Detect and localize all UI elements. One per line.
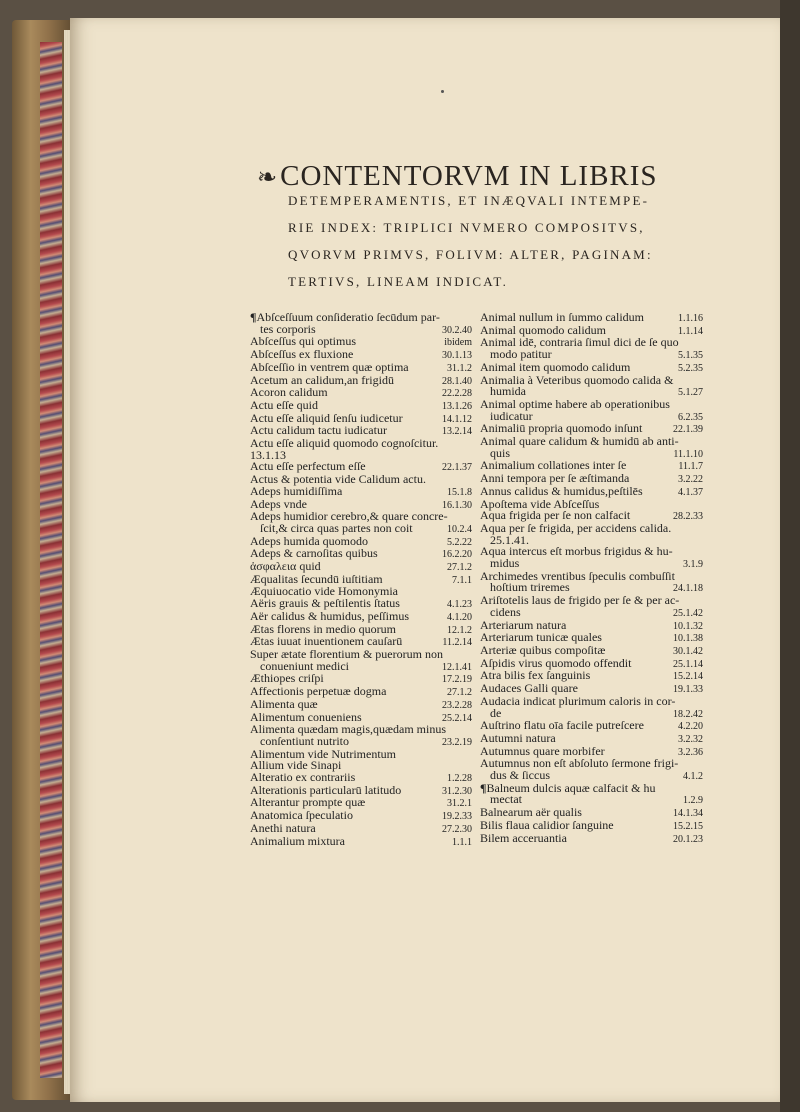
index-entry (480, 693, 703, 708)
index-entry-text: Balnearum aër qualis (480, 805, 582, 820)
index-entry-reference: 25.1.14 (673, 658, 703, 670)
index-subtitle-line-2: DETEMPERAMENTIS, ET INÆQVALI INTEMPE- (288, 193, 650, 208)
index-entry-text: de (490, 705, 502, 720)
index-entry-reference: 22.1.39 (673, 424, 703, 436)
index-entry-reference: 4.1.37 (678, 486, 703, 498)
index-entry-text: Audacia indicat plurimum caloris in cor- (480, 693, 676, 708)
index-entry-text: Animal quare calidum & humidū ab anti- (480, 434, 679, 449)
index-entry-text: 25.1.41. (490, 532, 529, 547)
index-entry-text: Audaces Galli quare (480, 681, 578, 696)
book-cover-edge (780, 0, 800, 1112)
index-entry (480, 830, 703, 846)
index-entry-text: Bilem acceruantia (480, 830, 567, 845)
index-entry-text: Alterantur prompte quæ (250, 795, 366, 810)
index-entry-reference: 16.2.20 (442, 549, 472, 561)
index-entry-text: Aëris grauis & peſtilentis ſtatus (250, 596, 400, 611)
index-entry-reference: 5.1.27 (678, 387, 703, 399)
index-entry-text: Ariſtotelis laus de frigido per ſe & per ac- (480, 593, 680, 608)
index-entry-reference: 10.2.4 (447, 523, 472, 535)
index-entry-text: Alterationis particularū latitudo (250, 782, 402, 797)
index-entry-text: Allium vide Sinapi (250, 758, 342, 773)
index-entry-text: Actu eſſe aliquid ſenſu iudicetur (250, 410, 403, 425)
index-entry-reference: 12.1.41 (442, 661, 472, 673)
index-entry-text: Acetum an calidum,an frigidū (250, 372, 394, 387)
index-entry-reference: 23.2.28 (442, 699, 472, 711)
index-entry-reference: 20.1.23 (673, 833, 703, 845)
index-entry-text: humida (490, 384, 526, 399)
index-entry-text: ἀσφαλεια quid (250, 559, 321, 574)
page-mark (441, 90, 444, 93)
index-entry-reference: 30.1.42 (673, 645, 703, 657)
index-entry-reference: 30.1.13 (442, 350, 472, 362)
index-entry (480, 436, 703, 448)
index-entry-text: Alimentum vide Nutrimentum (250, 746, 396, 761)
index-entry-text: Adeps humidior cerebro,& quare concre- (250, 509, 448, 524)
index-entry-text: mectat (490, 792, 522, 807)
index-entry-text: modo patitur (490, 347, 552, 362)
index-entry-text: Balneum dulcis aquæ calfacit & hu (486, 780, 656, 795)
index-column-right (480, 312, 703, 845)
index-entry-text: Aër calidus & humidus, peſſimus (250, 608, 409, 623)
index-entry-reference: 5.1.35 (678, 350, 703, 362)
index-entry-text: Adeps & carnoſitas quibus (250, 546, 378, 561)
index-entry-text: Apoſtema vide Abſceſſus (480, 496, 600, 511)
index-entry-text: Animal optime habere ab operationibus (480, 396, 670, 411)
index-entry-text: Animal idē, contraria ſimul dici de ſe quo (480, 335, 679, 350)
index-entry-text: Alimentum conueniens (250, 709, 362, 724)
index-title (257, 160, 707, 193)
index-entry-text: dus & ſiccus (490, 768, 550, 783)
index-entry-reference: 11.2.14 (442, 637, 472, 649)
index-entry-reference: 31.2.30 (442, 785, 472, 797)
index-entry-text: Adeps vnde (250, 496, 307, 511)
index-entry-text: Aſpidis virus quomodo offendit (480, 655, 632, 670)
index-entry-reference: 15.1.8 (447, 486, 472, 498)
index-entry-text: Annus calidus & humidus,peſtilēs (480, 483, 643, 498)
index-entry-text: Anatomica ſpeculatio (250, 808, 353, 823)
index-entry-reference: 24.1.18 (673, 583, 703, 595)
index-entry-reference: 13.2.14 (442, 426, 472, 438)
index-entry-reference: 28.1.40 (442, 375, 472, 387)
index-entry-reference: 3.2.22 (678, 474, 703, 486)
index-entry-reference: 1.1.14 (678, 325, 703, 337)
index-entry-text: Anethi natura (250, 820, 316, 835)
index-entry-text: Aqua intercus eſt morbus frigidus & hu- (480, 544, 673, 559)
index-entry-reference: 3.1.9 (683, 559, 703, 571)
index-entry-reference: 14.1.34 (673, 808, 703, 820)
index-entry-text: Arteriarum tunicæ quales (480, 630, 602, 645)
index-entry-text: Autumnus non eſt abſoluto ſermone frigi- (480, 756, 679, 771)
index-entry-reference: 27.2.30 (442, 823, 472, 835)
index-entry-text: Animalia à Veteribus quomodo calida & (480, 372, 674, 387)
index-entry-reference: 11.1.10 (673, 448, 703, 460)
index-entry-text: Animaliū propria quomodo inſunt (480, 421, 643, 436)
index-entry-text: Arteriæ quibus compoſitæ (480, 642, 606, 657)
index-entry-text: Atra bilis fex ſanguinis (480, 668, 591, 683)
index-entry-reference: 27.1.2 (447, 687, 472, 699)
index-entry-reference: 27.1.2 (447, 562, 472, 574)
index-entry-text: Archimedes vrentibus ſpeculis combuſſit (480, 568, 675, 583)
index-entry-text: Auſtrino flatu oīa facile putreſcere (480, 718, 644, 733)
index-entry-reference: 3.2.36 (678, 746, 703, 758)
index-entry-text: Æqualitas ſecundū iuſtitiam (250, 571, 383, 586)
index-entry-text: Abſceſſio in ventrem quæ optima (250, 359, 409, 374)
index-entry-reference: 15.2.14 (673, 671, 703, 683)
index-entry-reference: 4.1.2 (683, 771, 703, 783)
index-entry-reference: 5.2.35 (678, 362, 703, 374)
index-entry-reference: 22.1.37 (442, 462, 472, 474)
index-entry-text: iudicatur (490, 408, 533, 423)
index-entry-text: Abſceſſuum conſideratio ſecūdum par- (256, 310, 440, 324)
index-entry-text: Affectionis perpetuæ dogma (250, 684, 387, 699)
index-entry-text: Abſceſſus qui optimus (250, 334, 356, 349)
index-entry-text: Æquiuocatio vide Homonymia (250, 584, 398, 599)
index-entry-reference: 30.2.40 (442, 324, 472, 336)
index-entry-reference: 15.2.15 (673, 820, 703, 832)
index-entry-text: Actu eſſe perfectum eſſe (250, 459, 366, 474)
index-entry-text: Alimenta quæ (250, 696, 318, 711)
index-entry-text: Æthiopes criſpi (250, 671, 324, 686)
index-entry-text: Actu calidum tactu iudicatur (250, 423, 387, 438)
index-entry-text: ſcit,& circa quas partes non coit (260, 520, 413, 535)
index-entry-reference: 6.2.35 (678, 411, 703, 423)
index-entry-text: Autumni natura (480, 730, 556, 745)
index-subtitle-line-5: TERTIVS, LINEAM INDICAT. (288, 274, 509, 289)
index-entry-reference: 11.1.7 (678, 461, 703, 473)
index-entry-reference: 13.1.26 (442, 400, 472, 412)
marbled-endpaper (40, 42, 62, 1078)
index-entry-text: midus (490, 556, 520, 571)
index-entry-text: tes corporis (260, 321, 316, 336)
index-entry-text: conueniunt medici (260, 658, 349, 673)
index-entry-text: hoſtium triremes (490, 580, 570, 595)
index-entry-text: quis (490, 445, 511, 460)
index-entry-reference: 28.2.33 (673, 511, 703, 523)
index-entry-text: Anni tempora per ſe æſtimanda (480, 471, 630, 486)
index-entry-reference: 4.2.20 (678, 721, 703, 733)
index-entry-text: Super ætate florentium & puerorum non (250, 646, 443, 661)
index-entry-reference: 1.2.9 (683, 795, 703, 807)
pilcrow-icon: ¶ (480, 780, 487, 795)
index-entry-reference: 10.1.38 (673, 633, 703, 645)
index-entry-reference: 1.1.1 (452, 836, 472, 848)
index-entry-text: Adeps humida quomodo (250, 533, 368, 548)
index-title-text: CONTENTORVM IN LIBRIS (280, 160, 658, 192)
index-entry-text: Bilis flaua calidior ſanguine (480, 817, 614, 832)
index-subtitle-line-4: QVORVM PRIMVS, FOLIVM: ALTER, PAGINAM: (288, 247, 653, 262)
index-entry-text: Aqua frigida per ſe non calfacit (480, 508, 631, 523)
index-entry-reference: 7.1.1 (452, 574, 472, 586)
index-entry (250, 833, 472, 849)
index-entry-reference: 4.1.23 (447, 599, 472, 611)
index-entry-reference: 1.1.16 (678, 313, 703, 324)
index-entry-text: Animalium collationes inter ſe (480, 458, 627, 473)
book-page (70, 18, 786, 1102)
index-entry-text: Arteriarum natura (480, 617, 567, 632)
index-entry-text: cidens (490, 604, 521, 619)
index-entry-reference: 3.2.32 (678, 733, 703, 745)
index-entry-text: conſentiunt nutrito (260, 733, 349, 748)
index-entry-reference: ibidem (444, 337, 472, 349)
index-entry-text: 13.1.13 (250, 447, 286, 462)
index-entry-reference: 19.2.33 (442, 811, 472, 823)
index-entry-reference: 4.1.20 (447, 611, 472, 623)
index-entry-reference: 25.2.14 (442, 712, 472, 724)
index-entry-text: Alteratio ex contrariis (250, 770, 356, 785)
index-entry-reference: 1.2.28 (447, 773, 472, 785)
index-entry-text: Aqua per ſe frigida, per accidens calida. (480, 520, 672, 535)
index-entry-reference: 19.1.33 (673, 684, 703, 696)
index-entry-text: Ætas iuuat inuentionem cauſarū (250, 634, 403, 649)
index-entry-text: Ætas florens in medio quorum (250, 621, 396, 636)
index-column-left (250, 312, 472, 848)
fleuron-icon: ❧ (257, 165, 279, 191)
index-entry-text: Alimenta quædam magis,quædam minus (250, 722, 446, 737)
index-entry-text: Animal nullum in ſummo calidum (480, 310, 644, 324)
index-entry-text: Adeps humidiſſima (250, 483, 343, 498)
index-entry-text: Abſceſſus ex fluxione (250, 347, 354, 362)
pilcrow-icon: ¶ (250, 310, 257, 324)
index-entry-reference: 22.2.28 (442, 388, 472, 400)
index-entry-reference: 25.1.42 (673, 607, 703, 619)
index-entry-reference: 12.1.2 (447, 624, 472, 636)
index-entry-reference: 31.2.1 (447, 798, 472, 810)
index-entry-text: Animal quomodo calidum (480, 322, 606, 337)
index-entry-reference: 14.1.12 (442, 413, 472, 425)
index-entry-reference: 16.1.30 (442, 499, 472, 511)
index-entry-text: Autumnus quare morbifer (480, 743, 605, 758)
index-entry-reference: 31.1.2 (447, 362, 472, 374)
index-entry-text: Animalium mixtura (250, 833, 345, 848)
index-entry-reference: 5.2.22 (447, 536, 472, 548)
index-entry-reference: 18.2.42 (673, 708, 703, 720)
index-entry-text: Actu eſſe aliquid quomodo cognoſcitur. (250, 436, 439, 451)
index-entry-text: Actus & potentia vide Calidum actu. (250, 472, 426, 487)
index-subtitle-line-3: RIE INDEX: TRIPLICI NVMERO COMPOSITVS, (288, 220, 645, 235)
index-entry-text: Actu eſſe quid (250, 397, 318, 412)
index-entry-reference: 10.1.32 (673, 620, 703, 632)
index-entry-reference: 23.2.19 (442, 736, 472, 748)
index-entry-text: Acoron calidum (250, 385, 328, 400)
index-entry-text: Animal item quomodo calidum (480, 359, 631, 374)
index-entry-reference: 17.2.19 (442, 674, 472, 686)
